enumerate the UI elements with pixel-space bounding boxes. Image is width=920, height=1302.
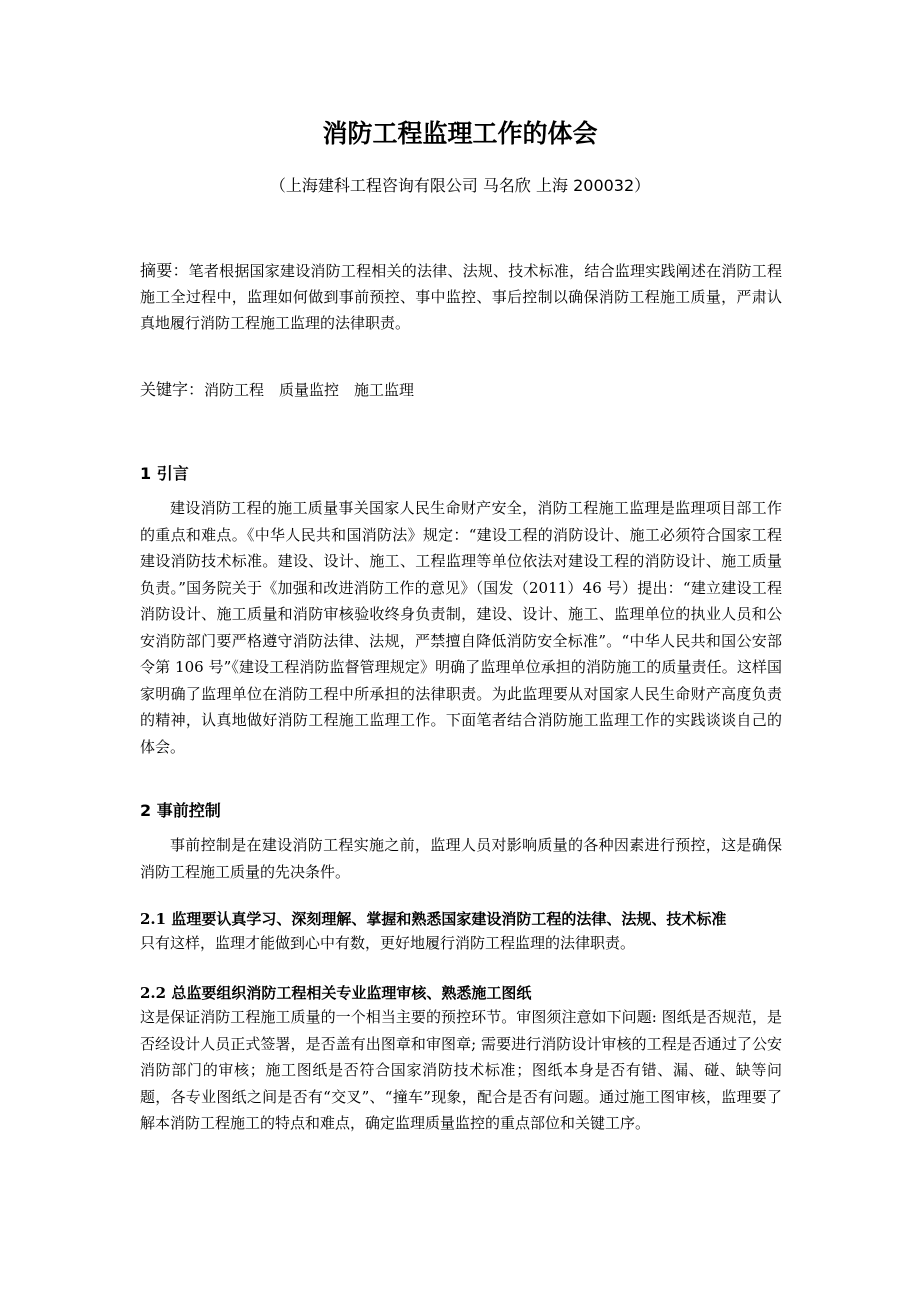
section-paragraph-introduction: 建设消防工程的施工质量事关国家人民生命财产安全，消防工程施工监理是监理项目部工作的重点和难点。《中华人民共和国消防法》规定：“建设工程的消防设计、施工必须符合国家工程建设消防技术标准。建设、设计、施工、工程监理等单位依法对建设工程的消防设计、施工质量负责。”国务院关于《加强和改进消防工作的意见》（国发（2011）46 号）提出：“建立建设工程消防设计、施工质量和消防审核验收终身负责制，建设、设计、施工、监理单位的执业人员和公安消防部门要严格遵守消防法律、法规，严禁擅自降低消防安全标准”。“中华人民共和国公安部令第 106 号”《建设工程消防监督管理规定》明确了监理单位承担的消防施工的质量责任。这样国家明确了监理单位在消防工程中所承担的法律职责。为此监理要从对国家人民生命财产高度负责的精神，认真地做好消防工程施工监理工作。下面笔者结合消防施工监理工作的实践谈谈自己的体会。: [140, 499, 782, 756]
keywords-label: 关键字：: [140, 380, 205, 399]
document-title: 消防工程监理工作的体会: [322, 119, 598, 148]
subsection-heading-2-2: 2.2 总监要组织消防工程相关专业监理审核、熟悉施工图纸: [140, 984, 532, 1002]
keyword-item: 质量监控: [279, 381, 340, 399]
subsection-text-2-1: 只有这样，监理才能做到心中有数，更好地履行消防工程监理的法律职责。: [140, 934, 636, 952]
keywords: [140, 377, 782, 403]
author-affiliation: （上海建科工程咨询有限公司 马名欣 上海 200032）: [269, 176, 651, 195]
abstract-label: 摘要：: [140, 261, 189, 280]
abstract-text: 笔者根据国家建设消防工程相关的法律、法规、技术标准，结合监理实践阐述在消防工程施工全过程中，监理如何做到事前预控、事中监控、事后控制以确保消防工程施工质量，严肃认真地履行消防工程施工监理的法律职责。: [140, 262, 782, 332]
section-paragraph-pre-control: 事前控制是在建设消防工程实施之前，监理人员对影响质量的各种因素进行预控，这是确保消防工程施工质量的先决条件。: [140, 836, 782, 881]
section-heading-introduction: 1 引言: [140, 464, 189, 483]
section-heading-pre-control: 2 事前控制: [140, 801, 221, 820]
keyword-item: 施工监理: [354, 381, 415, 399]
keyword-item: 消防工程: [204, 381, 265, 399]
subsection-text-2-2: 这是保证消防工程施工质量的一个相当主要的预控环节。审图须注意如下问题: 图纸是否规范，是否经设计人员正式签署，是否盖有出图章和审图章; 需要进行消防设计审核的工程是否通过了公安消防部门的审核；施工图纸是否符合国家消防技术标准；图纸本身是否有错、漏、碰、缺等问题，各专业图纸之间是否有“交叉”、“撞车”现象，配合是否有问题。通过施工图审核，监理要了解本消防工程施工的特点和难点，确定监理质量监控的重点部位和关键工序。: [140, 1008, 782, 1132]
subsection-heading-2-1: 2.1 监理要认真学习、深刻理解、掌握和熟悉国家建设消防工程的法律、法规、技术标准: [140, 910, 727, 928]
abstract: [140, 258, 782, 336]
